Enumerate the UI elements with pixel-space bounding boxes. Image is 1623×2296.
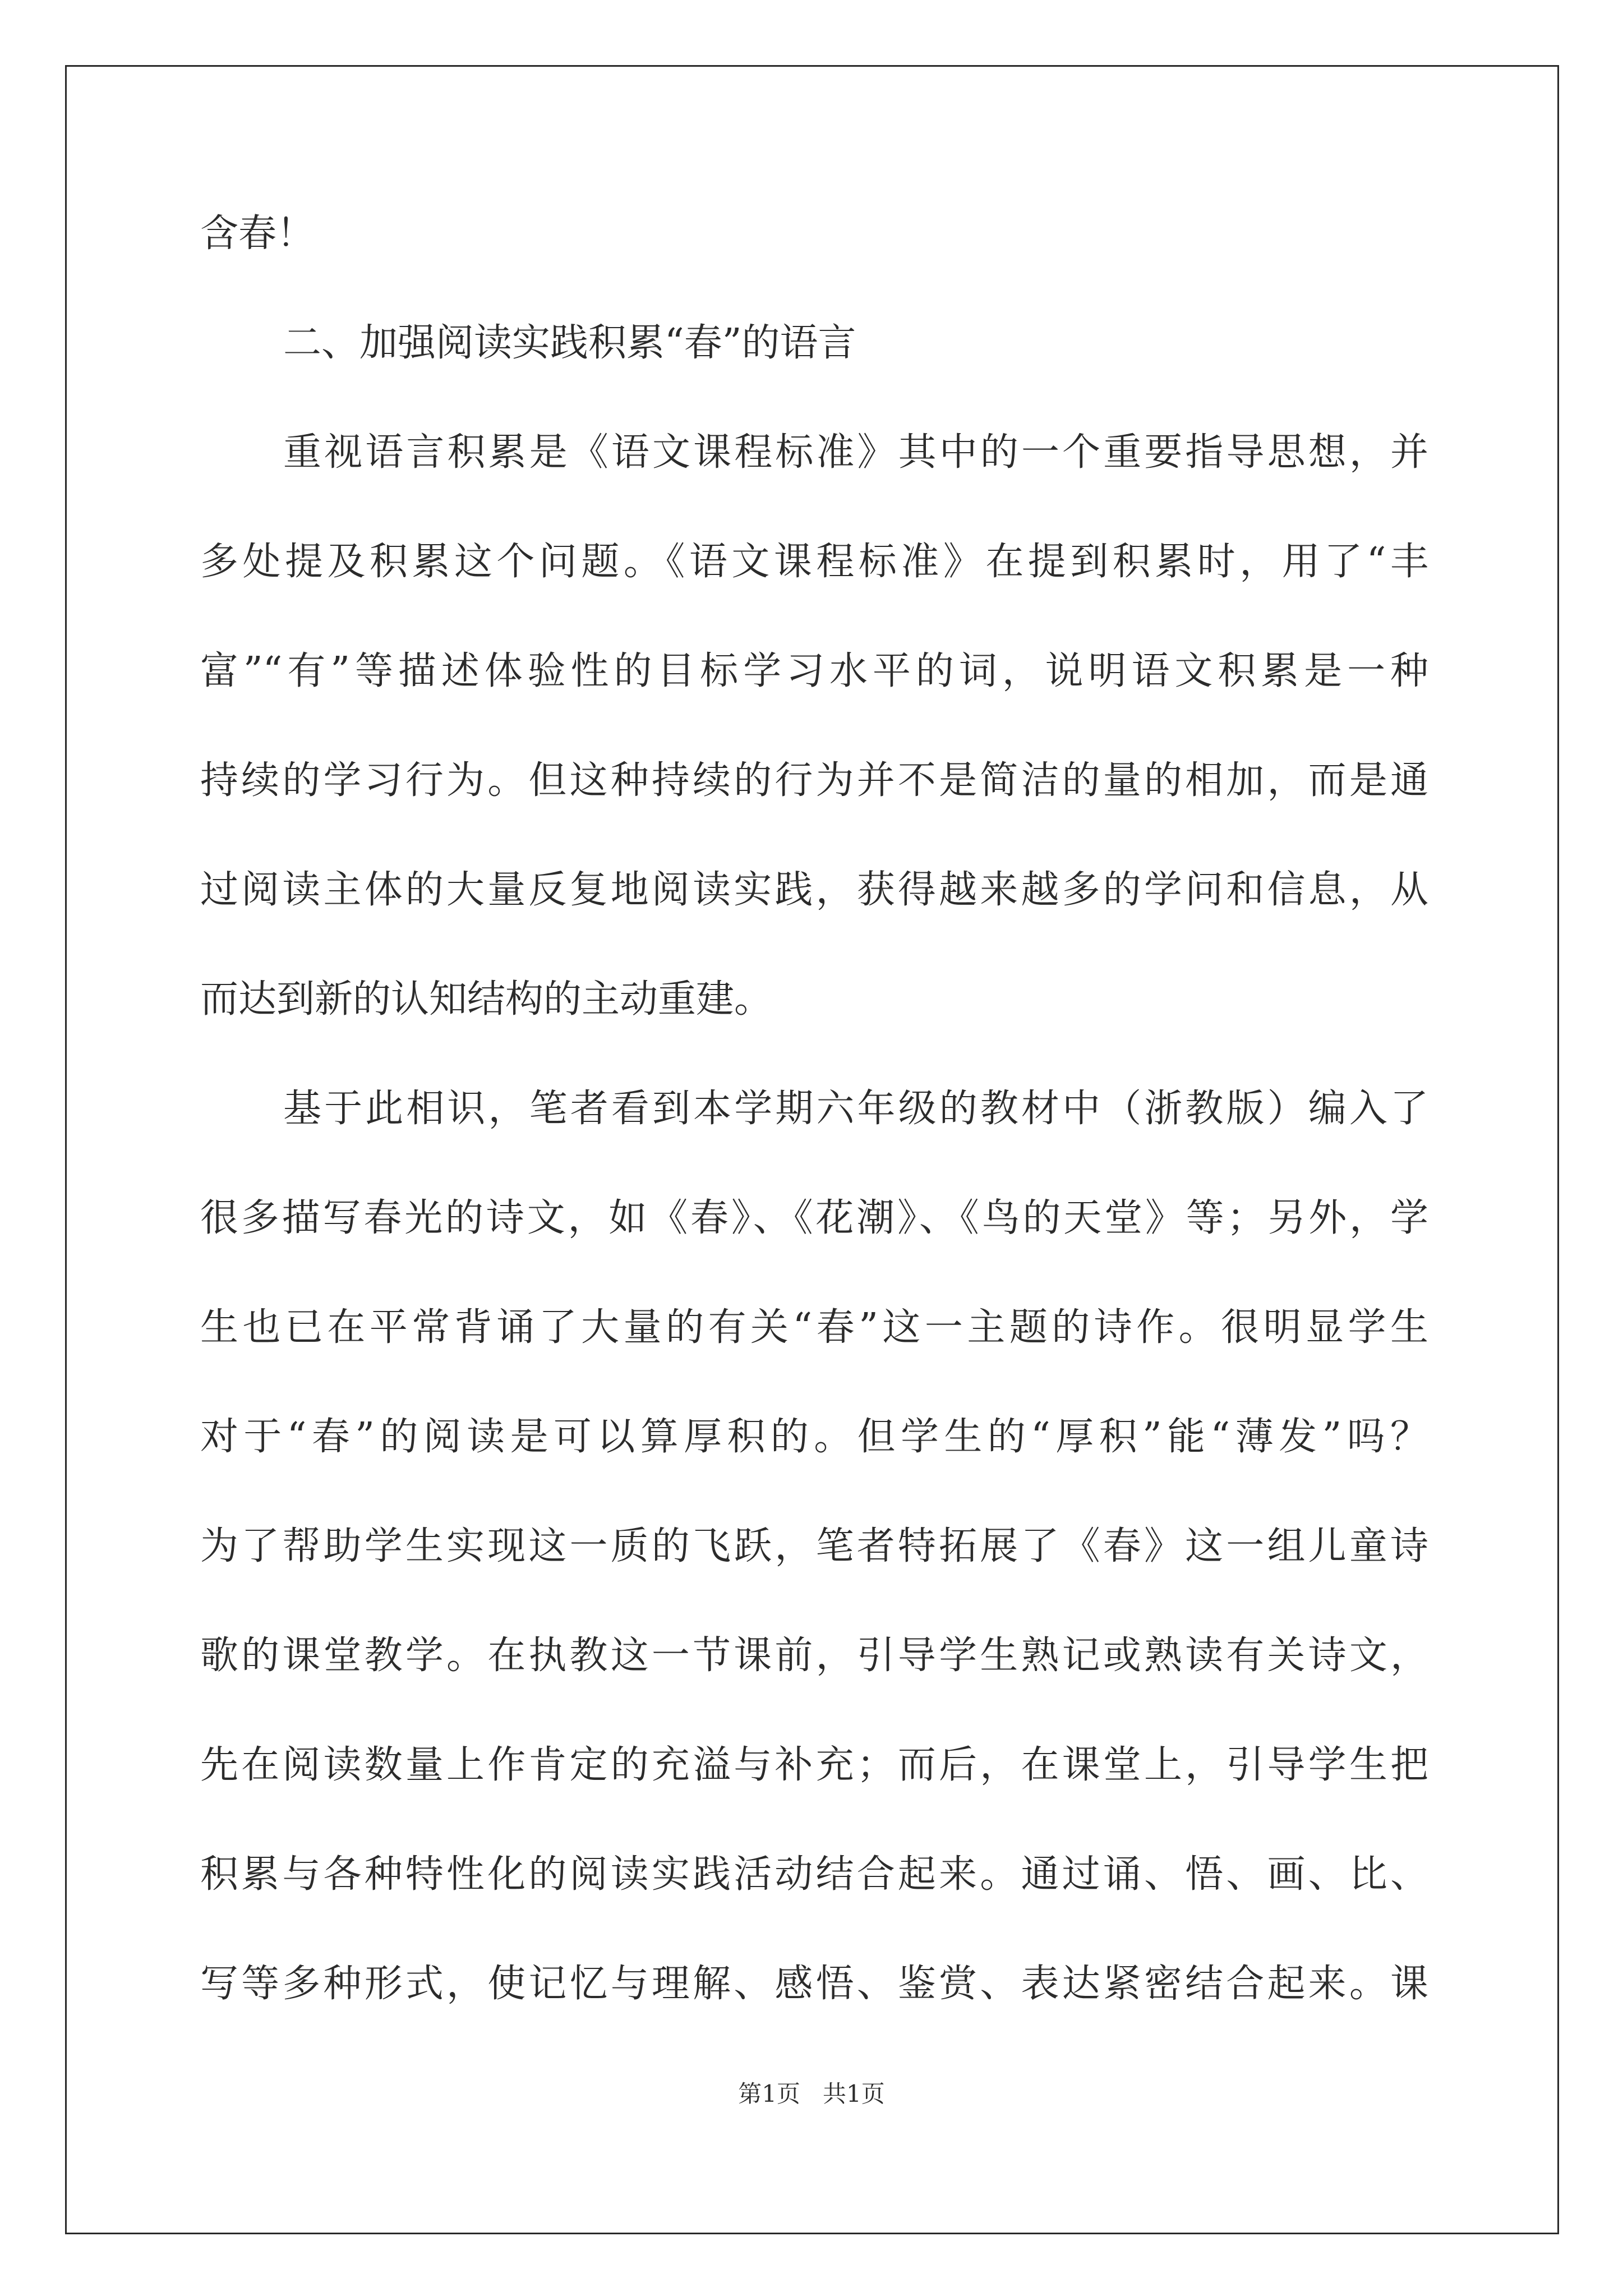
section-heading: 二、加强阅读实践积累“春”的语言 <box>283 321 856 365</box>
text-line: 为了帮助学生实现这一质的飞跃，笔者特拓展了《春》这一组儿童诗 <box>200 1524 1428 1568</box>
text-line: 生也已在平常背诵了大量的有关“春”这一主题的诗作。很明显学生 <box>200 1305 1428 1350</box>
text-line: 积累与各种特性化的阅读实践活动结合起来。通过诵、悟、画、比、 <box>200 1852 1428 1897</box>
text-line: 很多描写春光的诗文，如《春》、《花潮》、《鸟的天堂》等；另外，学 <box>200 1196 1428 1240</box>
text-line: 歌的课堂教学。在执教这一节课前，引导学生熟记或熟读有关诗文， <box>200 1634 1428 1678</box>
text-line: 对于“春”的阅读是可以算厚积的。但学生的“厚积”能“薄发”吗？ <box>200 1415 1428 1459</box>
text-line: 基于此相识，笔者看到本学期六年级的教材中（浙教版）编入了 <box>283 1087 1428 1131</box>
text-line: 含春！ <box>200 211 315 256</box>
text-line: 先在阅读数量上作肯定的充溢与补充；而后，在课堂上，引导学生把 <box>200 1743 1428 1787</box>
document-body <box>200 211 1428 2074</box>
text-line: 富”“有”等描述体验性的目标学习水平的词，说明语文积累是一种 <box>200 649 1428 693</box>
text-line: 多处提及积累这个问题。《语文课程标准》在提到积累时，用了“丰 <box>200 540 1428 584</box>
text-line: 写等多种形式，使记忆与理解、感悟、鉴赏、表达紧密结合起来。课 <box>200 1962 1428 2006</box>
page-footer: 第1页 共1页 <box>738 2080 885 2108</box>
text-line: 持续的学习行为。但这种持续的行为并不是简洁的量的相加，而是通 <box>200 758 1428 803</box>
text-line: 重视语言积累是《语文课程标准》其中的一个重要指导思想，并 <box>283 430 1428 475</box>
text-line: 过阅读主体的大量反复地阅读实践，获得越来越多的学问和信息，从 <box>200 868 1428 912</box>
text-line: 而达到新的认知结构的主动重建。 <box>200 977 773 1022</box>
